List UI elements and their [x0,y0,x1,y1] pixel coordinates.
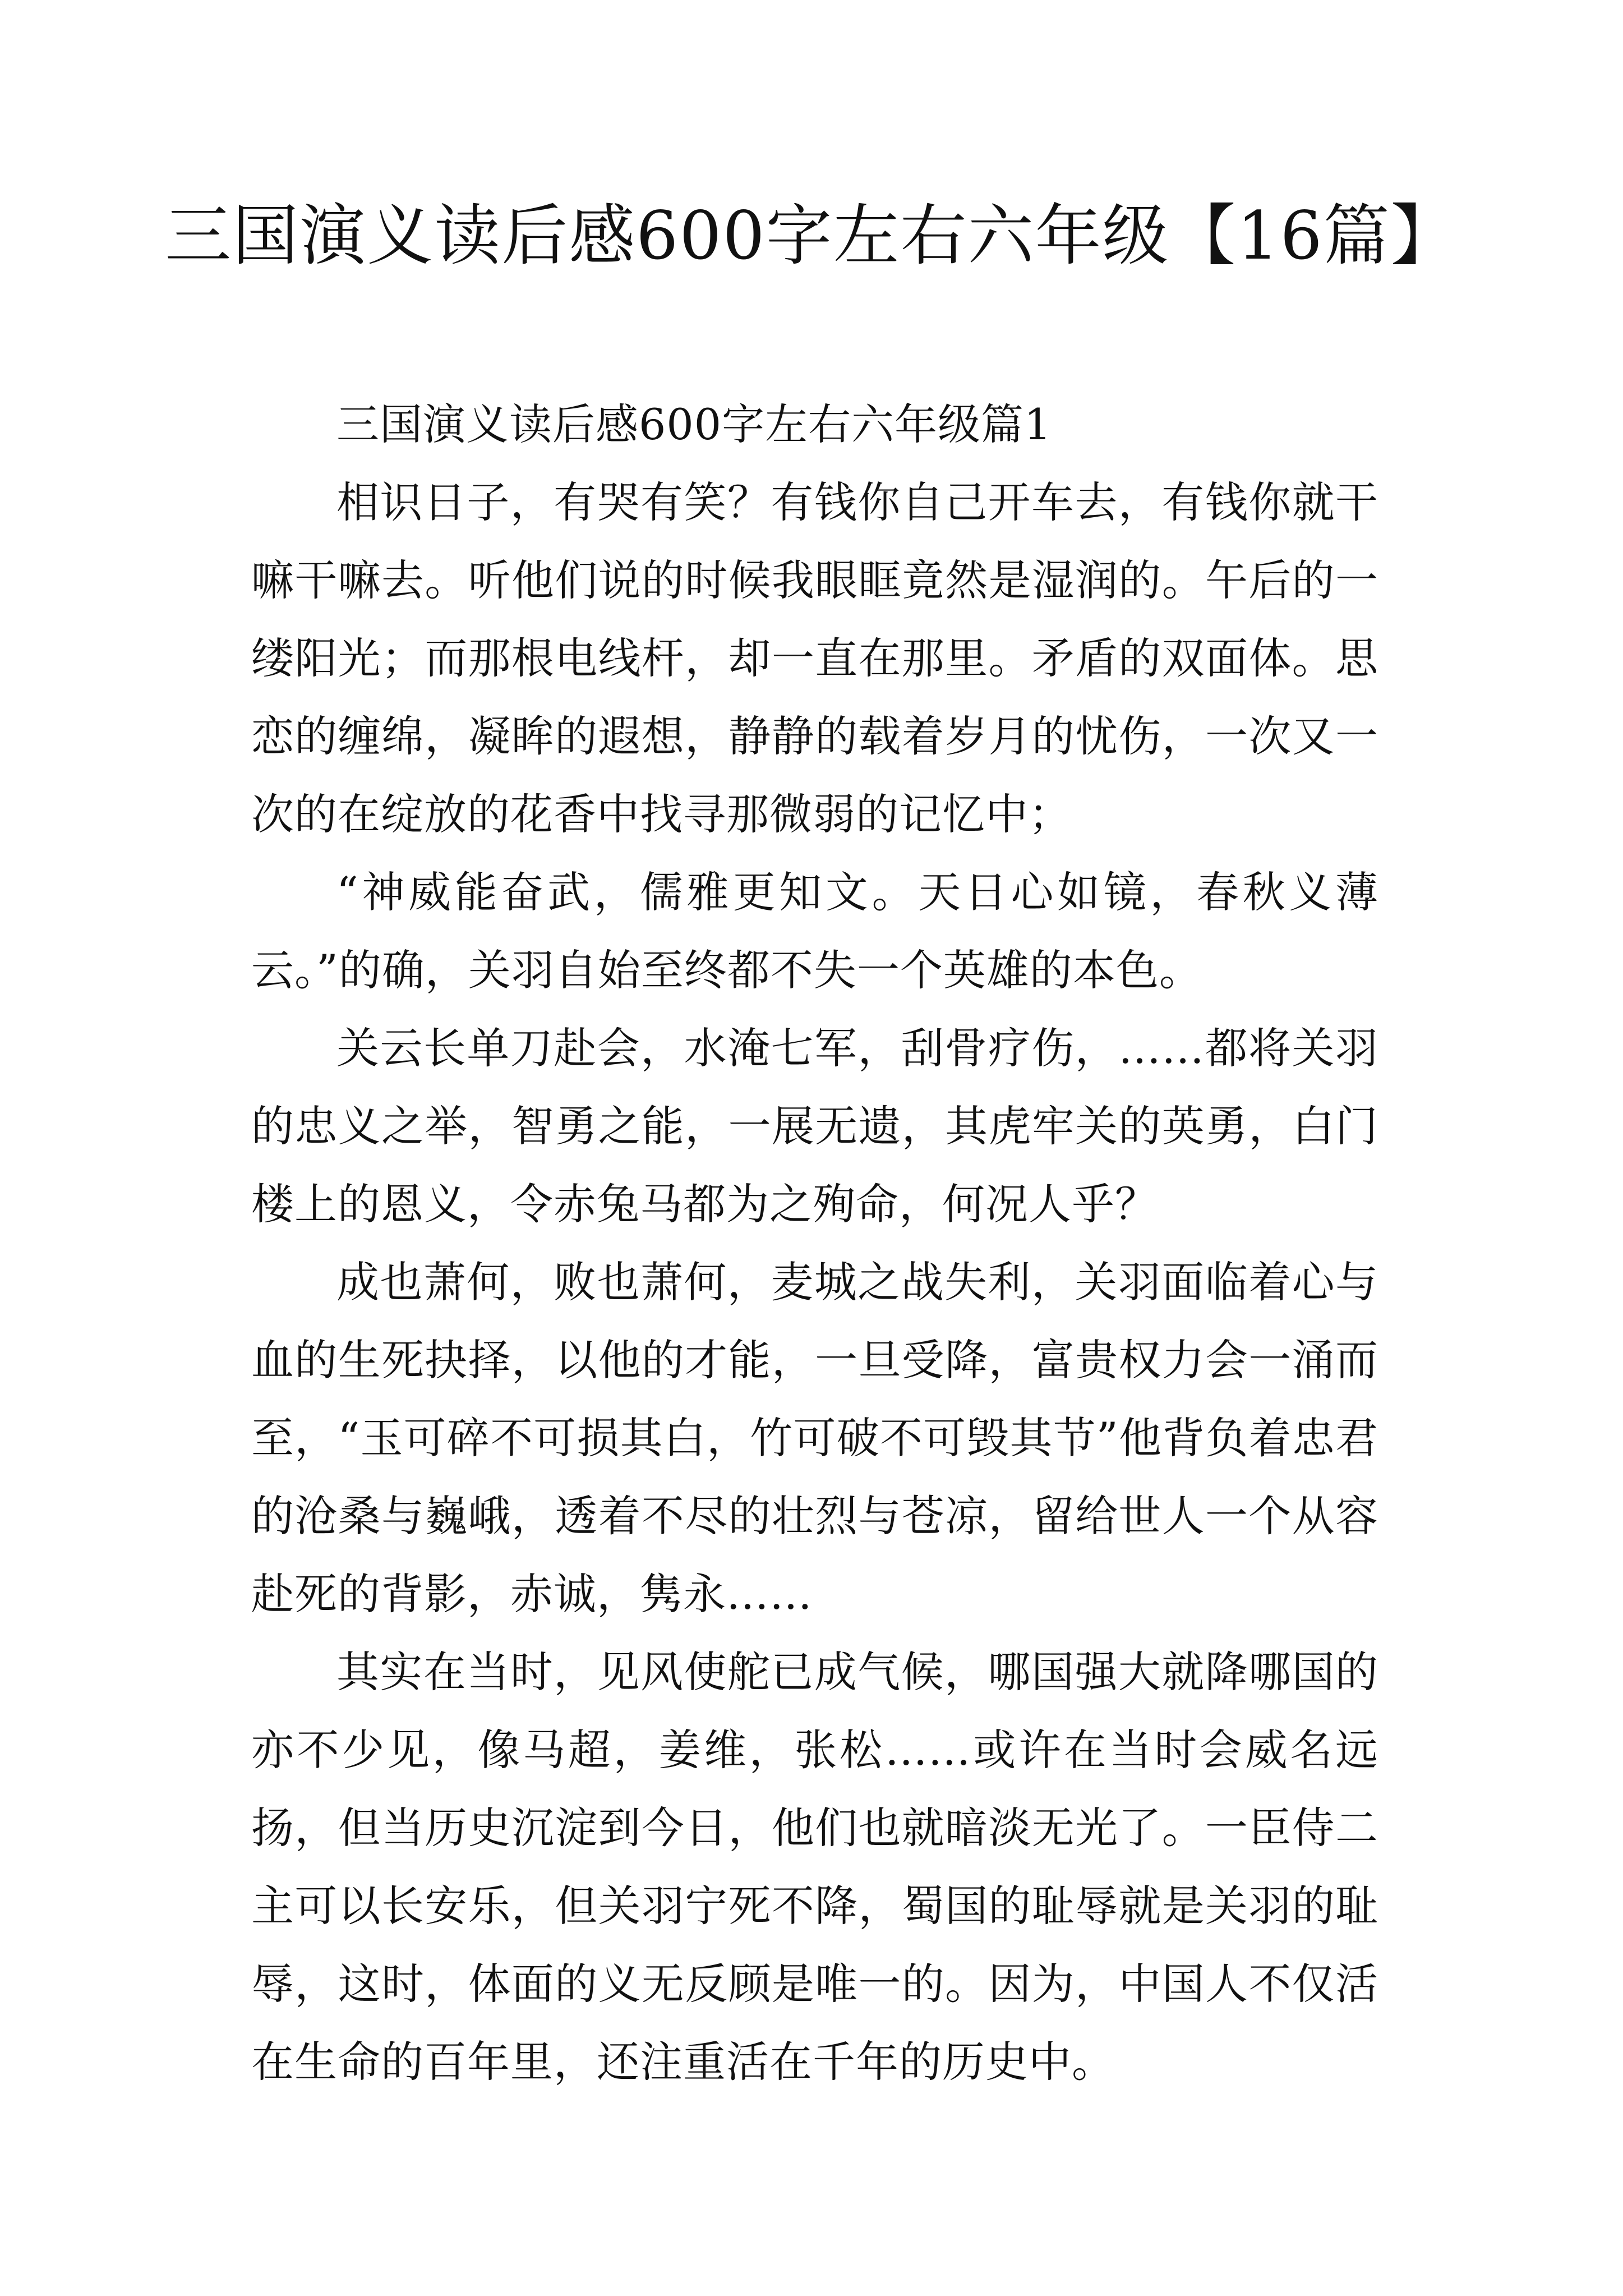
section-heading: 三国演义读后感600字左右六年级篇1 [336,399,1052,449]
document-body [251,385,1378,2101]
paragraph: 成也萧何，败也萧何，麦城之战失利，关羽面临着心与血的生死抉择，以他的才能，一旦受降，富贵权力会一涌而至，“玉可碎不可损其白，竹可破不可毁其节”他背负着忠君的沧桑与巍峨，透着不尽的壮烈与苍凉，留给世人一个从容赴死的背影，赤诚，隽永…… [251,1257,1378,1619]
paragraph: 其实在当时，见风使舵已成气候，哪国强大就降哪国的亦不少见，像马超，姜维，张松……或许在当时会威名远扬，但当历史沉淀到今日，他们也就暗淡无光了。一臣侍二主可以长安乐，但关羽宁死不降，蜀国的耻辱就是关羽的耻辱，这时，体面的义无反顾是唯一的。因为，中国人不仅活在生命的百年里，还注重活在千年的历史中。 [251,1647,1378,2087]
paragraph: 相识日子，有哭有笑？有钱你自己开车去，有钱你就干嘛干嘛去。听他们说的时候我眼眶竟然是湿润的。午后的一缕阳光；而那根电线杆，却一直在那里。矛盾的双面体。思恋的缠绵，凝眸的遐想，静静的载着岁月的忧伤，一次又一次的在绽放的花香中找寻那微弱的记忆中； [251,477,1378,839]
paragraph: 关云长单刀赴会，水淹七军，刮骨疗伤，……都将关羽的忠义之举，智勇之能，一展无遗，其虎牢关的英勇，白门楼上的恩义，令赤兔马都为之殉命，何况人乎？ [251,1023,1378,1229]
paragraph: “神威能奋武，儒雅更知文。天日心如镜，春秋义薄云。”的确，关羽自始至终都不失一个英雄的本色。 [251,867,1378,995]
document-title: 三国演义读后感600字左右六年级【16篇】 [165,197,1458,274]
